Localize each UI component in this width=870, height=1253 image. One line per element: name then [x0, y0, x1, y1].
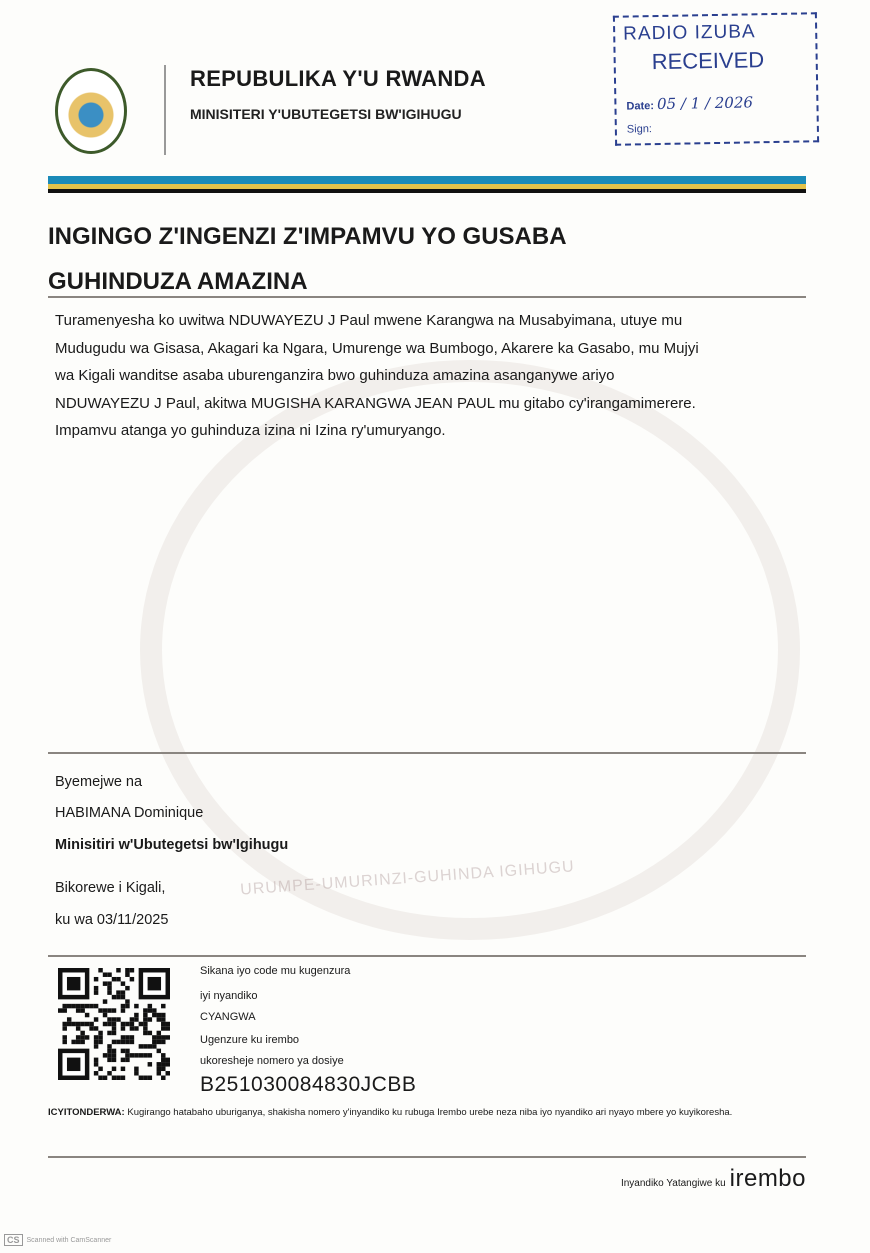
- divider: [48, 752, 806, 754]
- title-line: GUHINDUZA AMAZINA: [48, 268, 308, 295]
- camscanner-badge: CS: [4, 1234, 23, 1246]
- header-divider: [164, 65, 166, 155]
- body-line: Mudugudu wa Gisasa, Akagari ka Ngara, Umurenge wa Bumbogo, Akarere ka Gasabo, mu Mujyi: [55, 339, 699, 357]
- flag-stripe: [48, 176, 806, 198]
- body-line: Turamenyesha ko uwitwa NDUWAYEZU J Paul mwene Karangwa na Musabyimana, utuye mu: [55, 312, 683, 329]
- note-text: Kugirango hatabaho uburiganya, shakisha nomero y'inyandiko ku rubuga Irembo urebe neza niba iyo nyandiko ari nyayo mbere yo kuyikoresha.: [124, 1107, 733, 1118]
- stamp-date: [626, 93, 753, 113]
- issued-by-text: Inyandiko Yatangiwe ku: [620, 1178, 726, 1189]
- country-name: REPUBULIKA Y'U RWANDA: [190, 66, 486, 91]
- issue-date: ku wa 03/11/2025: [55, 912, 169, 928]
- seal-text: URUMPE-UMURINZI-GUHINDA IGIHUGU: [239, 858, 576, 899]
- divider: [48, 1156, 806, 1158]
- document-body: [55, 307, 815, 445]
- body-line: wa Kigali wanditse asaba uburenganzira bwo guhinduza amazina asanganywe ariyo: [55, 367, 615, 384]
- qr-code: [58, 965, 170, 1083]
- document-title: [48, 214, 808, 304]
- issue-place: Bikorewe i Kigali,: [55, 880, 166, 896]
- camscanner-mark: [4, 1234, 111, 1246]
- approved-by-label: Byemejwe na: [55, 774, 143, 790]
- stamp-org: RADIO IZUBA: [623, 21, 756, 45]
- received-stamp: [613, 12, 819, 146]
- signatory-title: Minisitiri w'Ubutegetsi bw'Igihugu: [55, 837, 289, 853]
- verify-line: CYANGWA: [200, 1011, 256, 1023]
- divider: [48, 955, 806, 957]
- verify-line: Sikana iyo code mu kugenzura: [200, 965, 351, 977]
- camscanner-text: Scanned with CamScanner: [26, 1236, 112, 1244]
- body-line: Impamvu atanga yo guhinduza izina ni Izina ry'umuryango.: [55, 422, 446, 439]
- verify-line: ukoresheje nomero ya dosiye: [200, 1055, 344, 1067]
- file-number: B251030084830JCBB: [200, 1073, 417, 1096]
- stamp-date-label: Date:: [626, 100, 655, 113]
- ministry-name: MINISITERI Y'UBUTEGETSI BW'IGIHUGU: [190, 106, 462, 122]
- irembo-logo: irembo: [729, 1165, 806, 1192]
- rwanda-coat-of-arms: [55, 68, 127, 154]
- body-line: NDUWAYEZU J Paul, akitwa MUGISHA KARANGWA JEAN PAUL mu gitabo cy'irangamimerere.: [55, 394, 696, 412]
- stamp-date-value: 05 / 1 / 2026: [656, 93, 754, 114]
- watermark-seal: [140, 360, 800, 940]
- verify-line: Ugenzure ku irembo: [200, 1034, 300, 1046]
- title-line: INGINGO Z'INGENZI Z'IMPAMVU YO GUSABA: [48, 223, 567, 250]
- signatory-name: HABIMANA Dominique: [55, 805, 204, 821]
- stamp-sign: Sign:: [626, 123, 653, 136]
- stamp-status: RECEIVED: [651, 47, 765, 75]
- footer: [621, 1165, 806, 1193]
- warning-note: [48, 1104, 808, 1122]
- verify-line: iyi nyandiko: [200, 990, 258, 1002]
- divider: [48, 296, 806, 298]
- note-label: ICYITONDERWA:: [48, 1107, 125, 1118]
